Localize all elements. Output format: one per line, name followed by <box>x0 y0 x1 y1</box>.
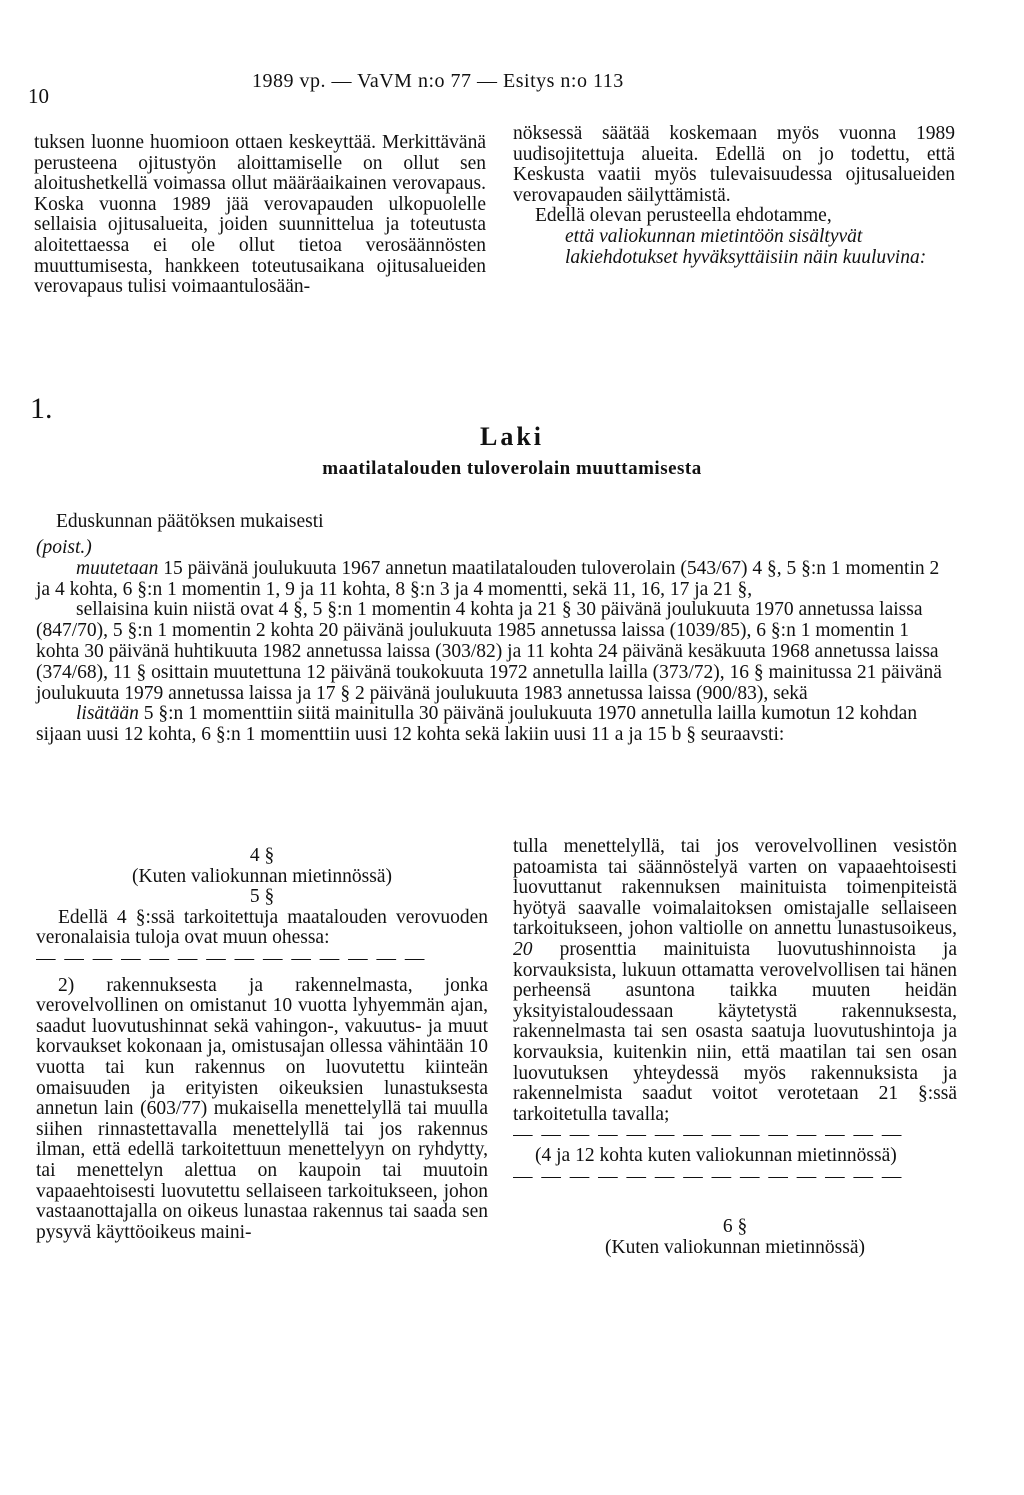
top-left-column <box>34 133 486 298</box>
item-2-text: 2) rakennuksesta ja rakennelmasta, jonka verovelvollinen on omistanut 10 vuotta lyhyemmän ajan, saadut luovutushinnat sekä vahingon-, vakuutus- ja muut korvaukset kokonaan ja, omistusajan ollessa vähintään 10 vuotta tai kun rakennus on luovutettu kiinteän omaisuuden ja erityisten oikeuksien lunastuksesta annetun lain (603/77) mukaisella menettelyllä tai muulla siihen rinnastettavalla menettelyllä tai jos rakennus ilman, että edellä tarkoitettuun menettelyyn on ryhdytty, tai menettelyn alettua on kaupoin tai muutoin vapaaehtoisesti luovutettu sellaiseen tarkoitukseen, johon vastaanottajalla on oikeus lunastaa rakennus tai saada sen pysyvä käyttöoikeus maini- <box>36 974 488 1243</box>
section-5-intro: Edellä 4 §:ssä tarkoitettuja maatalouden verovuoden veronalaisia tuloja ovat muun ohessa: <box>36 906 488 949</box>
omission-dashes: — — — — — — — — — — — — — — <box>36 948 427 969</box>
law-title: Laki <box>479 422 545 451</box>
item-2-continuation: tulla menettelyllä, tai jos verovelvollinen vesistön patoamista tai säännöstelyä varten on vapaaehtoisesti luovuttanut rakennuksen mainituista toimenpiteistä hyötyä saavalle voimalaitoksen omistajalle sellaiseen tarkoitukseen, johon valtiolle on annettu lunastusoikeus, <box>513 836 957 940</box>
section-5-heading: 5 § <box>249 886 275 908</box>
added-text: 5 §:n 1 momenttiin siitä mainitulla 30 päivänä joulukuuta 1970 annetulla lailla kumotun 12 kohdan sijaan uusi 12 kohta, 6 §:n 1 momenttiin uusi 12 kohta sekä lakiin uusi 11 a ja 15 b § seuraavsti: <box>36 703 918 746</box>
proposal-intro: Edellä olevan perusteella ehdotamme, <box>535 205 832 227</box>
bottom-left-column <box>36 846 488 1243</box>
section-4-text: (Kuten valiokunnan mietinnössä) <box>132 865 392 887</box>
law-subtitle: maatilatalouden tuloverolain muuttamisesta <box>322 458 702 479</box>
as-amended-text: sellaisina kuin niistä ovat 4 §, 5 §:n 1 momentin 4 kohta ja 21 § 30 päivänä joulukuuta 1970 annetussa laissa (847/70), 5 §:n 1 momentin 2 kohta 20 päivänä joulukuuta 1985 annetussa laissa (1039/85), 6 §:n 1 momentin 1 kohta 30 päivänä huhtikuuta 1982 annetussa laissa (303/82) ja 11 kohta 24 päivänä kesäkuuta 1968 annetussa laissa (374/68), 11 § osittain muutettuna 12 päivänä toukokuuta 1972 annetulla lailla (373/72), 16 § mainitussa 21 päivänä joulukuuta 1979 annetussa laissa ja 17 § 2 päivänä joulukuuta 1983 annetussa laissa (900/83), sekä <box>36 599 942 704</box>
section-6-heading: 6 § <box>722 1216 748 1238</box>
proposal-text: että valiokunnan mietintöön sisältyvät lakiehdotukset hyväksyttäisiin näin kuuluvina: <box>565 225 927 268</box>
amended-keyword: muutetaan <box>76 557 159 579</box>
running-header: 1989 vp. — VaVM n:o 77 — Esitys n:o 113 <box>252 70 624 92</box>
omission-dashes: — — — — — — — — — — — — — — <box>513 1166 904 1187</box>
section-4-heading: 4 § <box>249 845 275 866</box>
page-number: 10 <box>28 84 49 108</box>
bottom-right-column <box>513 837 957 1258</box>
top-right-column <box>513 124 955 268</box>
amended-text: 15 päivänä joulukuuta 1967 annetun maatilatalouden tuloverolain (543/67) 4 §, 5 §:n 1 momentin 2 ja 4 kohta, 6 §:n 1 momentin 1, 9 ja 11 kohta, 8 §:n 3 ja 4 momentti, sekä 11, 16, 17 ja 21 §, <box>36 557 940 600</box>
section-6-text: (Kuten valiokunnan mietinnössä) <box>605 1236 865 1258</box>
law-number: 1. <box>30 392 53 425</box>
body-paragraph: nöksessä säätää koskemaan myös vuonna 1989 uudisojitettuja alueita. Edellä on jo todettu, että Keskusta vaatii myös tulevaisuudessa ojitusalueiden verovapauden säilyttämistä. <box>513 123 955 206</box>
enactment-clause: Eduskunnan päätöksen mukaisesti <box>56 511 324 532</box>
preamble <box>36 538 956 746</box>
repealed-label: (poist.) <box>36 537 92 558</box>
added-keyword: lisätään <box>76 703 139 725</box>
items-note: (4 ja 12 kohta kuten valiokunnan mietinnössä) <box>535 1144 897 1166</box>
item-2-continuation-end: prosenttia mainituista luovutushinnoista ja korvauksista, lukuun ottamatta verovelvollisen tai hänen perheensä asuntona taikka muuten heidän yksityistaloudessaan käytetystä rakennuksesta, rakennelmasta tai sen osasta saatuja luovutushintoja ja korvauksia, kuitenkin niin, että maatilan tai sen osan luovutuksen yhteydessä myös rakennuksista ja rakennelmista saadut voitot verotetaan 21 §:ssä tarkoitetulla tavalla; <box>513 938 958 1125</box>
percentage-value: 20 <box>513 938 533 960</box>
omission-dashes: — — — — — — — — — — — — — — <box>513 1125 904 1146</box>
body-paragraph: tuksen luonne huomioon ottaen keskeyttää. Merkittävänä perusteena ojitustyön aloittamiselle on ollut sen aloitushetkellä voimassa ollut määräaikainen verovapaus. Koska vuonna 1989 jää verovapauden ulkopuolelle sellaisia ojitusalueita, joiden suunnittelua ja toteutusta aloitettaessa ei ole ollut tietoa verosäännösten muuttumisesta, hankkeen toteutusaikana ojitusalueiden verovapaus tulisi voimaantulosään- <box>34 132 486 298</box>
